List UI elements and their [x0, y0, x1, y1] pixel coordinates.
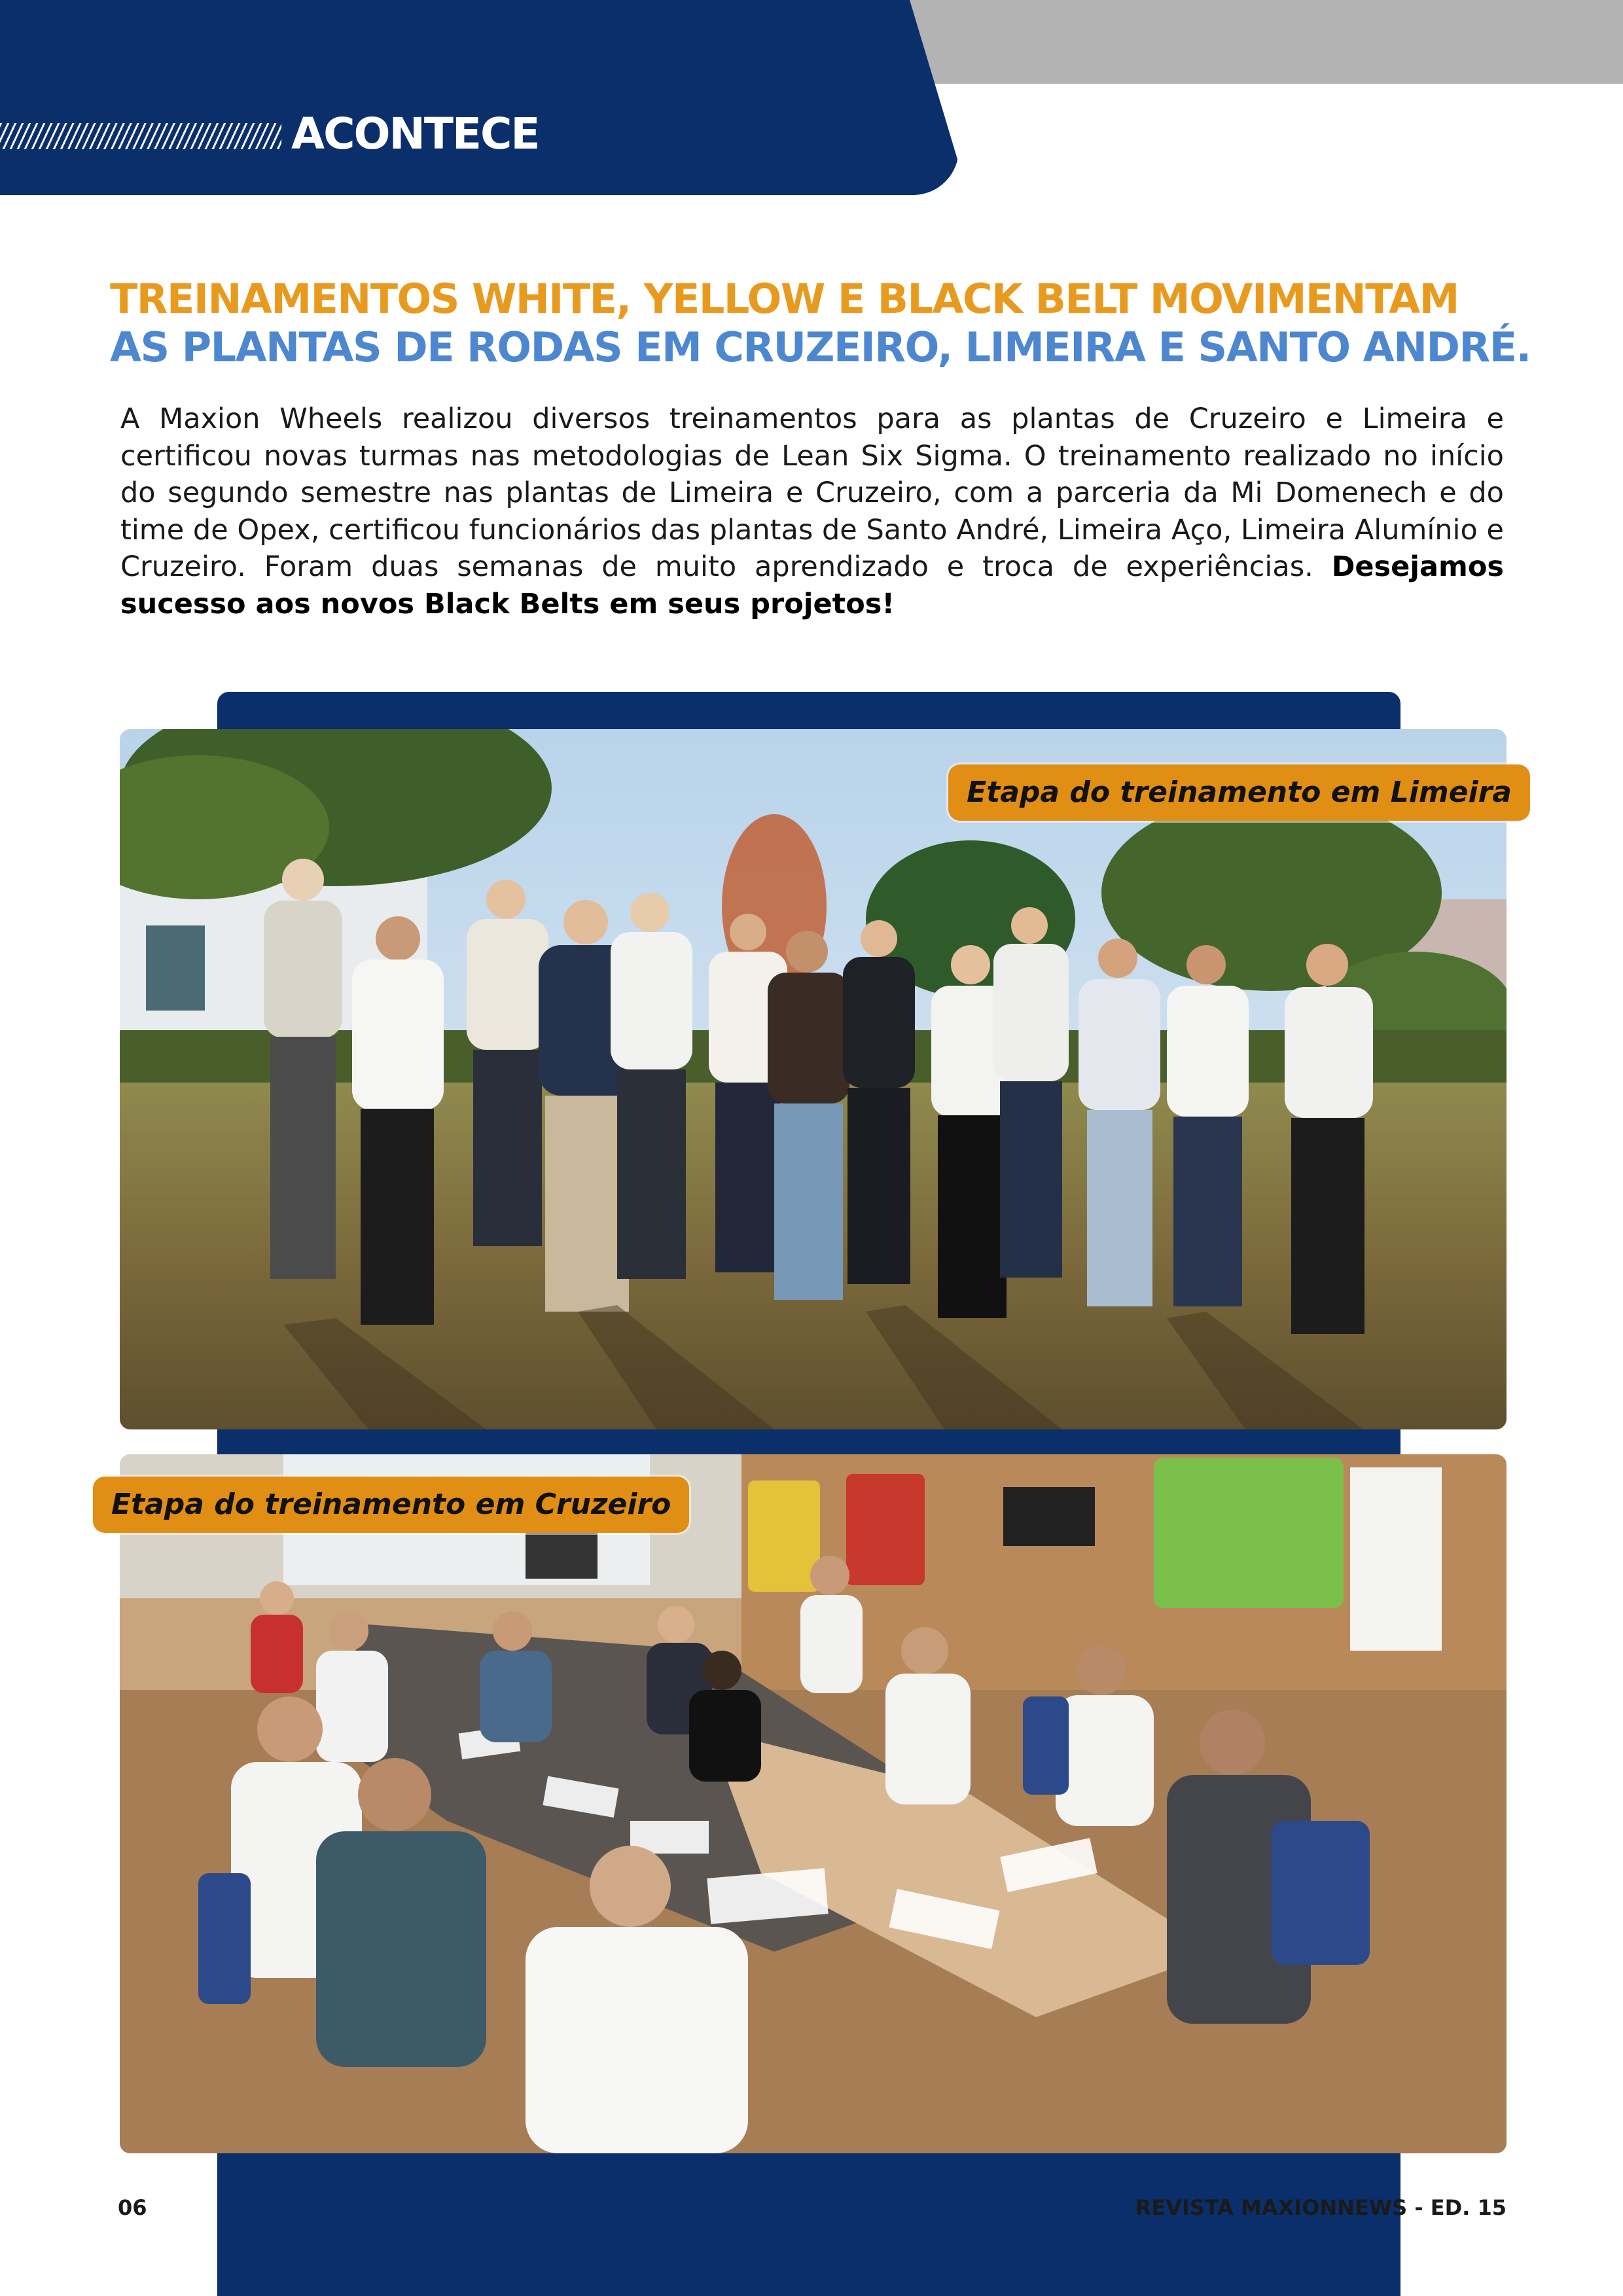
page-number: 06 — [118, 2195, 147, 2220]
header-gray-bar — [910, 0, 1623, 84]
magazine-edition: REVISTA MAXIONNEWS - ED. 15 — [1135, 2195, 1507, 2220]
title-line-2: AS PLANTAS DE RODAS EM CRUZEIRO, LIMEIRA E SANTO ANDRÉ. — [110, 323, 1531, 371]
photo-limeira-illustration — [120, 729, 1507, 1429]
body-bold-closing: Desejamos sucesso aos novos Black Belts em seus projetos! — [120, 550, 1504, 620]
caption-cruzeiro: Etapa do treinamento em Cruzeiro — [93, 1477, 689, 1533]
header-navy-banner — [0, 0, 959, 195]
article-title — [110, 275, 1531, 372]
title-line-1: TREINAMENTOS WHITE, YELLOW E BLACK BELT MOVIMENTAM — [110, 275, 1459, 323]
caption-limeira: Etapa do treinamento em Limeira — [948, 764, 1530, 821]
header-stripe-pattern — [0, 123, 281, 149]
photo-cruzeiro-illustration — [120, 1454, 1507, 2153]
photo-limeira-group — [120, 729, 1507, 1429]
photo-cruzeiro-classroom — [120, 1454, 1507, 2153]
article-body — [120, 401, 1504, 622]
section-label: ACONTECE — [291, 109, 539, 159]
body-text: A Maxion Wheels realizou diversos treinamentos para as plantas de Cruzeiro e Limeira e certificou novas turmas nas metodologias de Lean Six Sigma. O treinamento realizado no início do segundo semestre nas plantas de Limeira e Cruzeiro, com a parceria da Mi Domenech e do time de Opex, certificou funcionários das plantas de Santo André, Limeira Aço, Limeira Alumínio e Cruzeiro. Foram duas semanas de muito aprendizado e troca de experiências. — [120, 403, 1504, 583]
